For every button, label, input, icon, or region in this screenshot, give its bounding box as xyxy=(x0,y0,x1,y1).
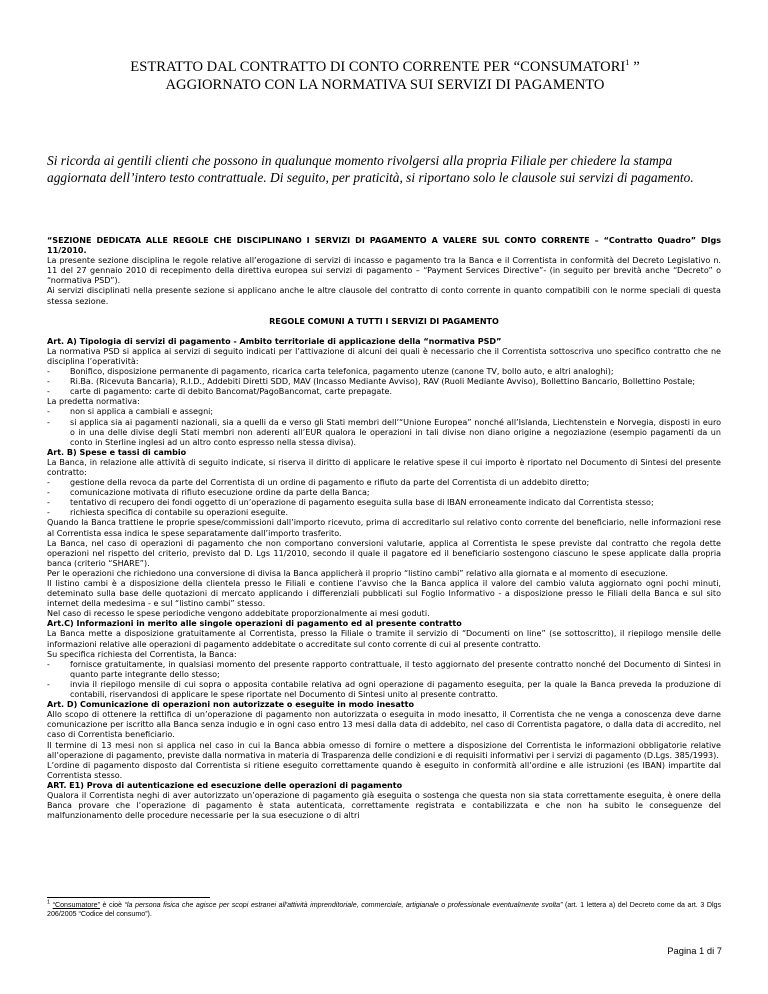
page-number: Pagina 1 di 7 xyxy=(667,945,722,956)
article-paragraph: Qualora il Correntista neghi di aver autorizzato un’operazione di pagamento già eseguita o sostenga che questa non sia stata correttamente eseguita, è onere della Banca provare che l’operazione di pagamento è stata autenticata, correttamente registrata e contabilizzata e che non ha subito le conseguenze del malfunzionamento delle procedure necessarie per la sua esecuzione o di altri xyxy=(47,790,721,821)
list-item: - invia il riepilogo mensile di cui sopra o apposita contabile relativa ad ogni operazione di pagamento eseguita, per la quale la Banca preveda la produzione di contabili, riservandosi di applicare le spese riportate nel Documento di Sintesi unito al presente contratto. xyxy=(47,679,721,700)
article-paragraph: Il termine di 13 mesi non si applica nel caso in cui la Banca abbia omesso di fornire o mettere a disposizione del Correntista le informazioni obbligatorie relative all’operazione di pagamento, previste dalla normativa in materia di Trasparenza delle condizioni e di requisiti informativi per i servizi di pagamento (D.Lgs. 385/1993). xyxy=(47,740,721,760)
title-line-1: ESTRATTO DAL CONTRATTO DI CONTO CORRENTE PER “CONSUMATORI$^1$ ” xyxy=(130,57,640,75)
list-item: - Bonifico, disposizione permanente di pagamento, ricarica carta telefonica, pagamento utenze (canone TV, bollo auto, e altri analoghi); xyxy=(47,367,614,377)
footnote-term: “Consumatore” xyxy=(52,901,100,909)
list-item: - si applica sia ai pagamenti nazionali, sia a quelli da e verso gli Stati membri dell’“Unione Europea” nonché all’Islanda, Liechtenstein e Norvegia, disposti in euro o in una delle divise degli Stati membri non aderenti all’EUR qualora le operazioni in tali divise non diano origine a negoziazione (esempio pagamenti da un conto in Sterline inglesi ad un altro conto espresso nella stessa divisa). xyxy=(47,417,721,447)
article-a-heading: Art. A) Tipologia di servizi di pagamento - Ambito territoriale di applicazione della “normativa PSD” xyxy=(47,336,502,346)
article-e1-heading: ART. E1) Prova di autenticazione ed esecuzione delle operazioni di pagamento xyxy=(47,780,403,790)
document-title xyxy=(90,58,680,94)
list-item: - richiesta specifica di contabile su operazioni eseguite. xyxy=(47,508,289,518)
article-paragraph: Nel caso di recesso le spese periodiche vengono addebitate proporzionalmente ai mesi goduti. xyxy=(47,609,430,619)
list-item: - fornisce gratuitamente, in qualsiasi momento del presente rapporto contrattuale, il testo aggiornato del presente contratto nonché del Documento di Sintesi in quanto parte integrante dello stesso; xyxy=(47,659,721,679)
article-paragraph: La Banca mette a disposizione gratuitamente al Correntista, presso la Filiale o tramite il servizio di “Documenti on line” (se sottoscritto), il riepilogo mensile delle informazioni relative alle operazioni di pagamento addebitate o accreditate sul conto corrente di cui al presente contratto. xyxy=(47,629,721,649)
footnote-reference: 1 xyxy=(625,57,630,68)
article-b-heading: Art. B) Spese e tassi di cambio xyxy=(47,447,187,457)
article-paragraph: Quando la Banca trattiene le proprie spese/commissioni dall’importo ricevuto, prima di accreditarlo sul relativo conto corrente del beneficiario, nelle informazioni rese al Correntista essa indica le spese separatamente dall’importo trasferito. xyxy=(47,518,721,538)
title-line-2: AGGIORNATO CON LA NORMATIVA SUI SERVIZI DI PAGAMENTO xyxy=(165,77,605,93)
list-item: - non si applica a cambiali e assegni; xyxy=(47,407,214,417)
footnote: $^1$ “Consumatore” è cioè “la persona fisica che agisce per scopi estranei all'attività imprenditoriale, commerciale, artigianale o professionale eventualmente svolta” (art. 1 lettera a) del Decreto come da art. 3 Dlgs 206/2005 “Codice del consumo”). xyxy=(47,899,722,918)
list-item: - comunicazione motivata di rifiuto esecuzione ordine da parte della Banca; xyxy=(47,488,370,498)
section-paragraph: Ai servizi disciplinati nella presente sezione si applicano anche le altre clausole del contratto di conto corrente in quanto compatibili con le norme speciali di questa stessa sezione. xyxy=(47,286,721,306)
article-d-heading: Art. D) Comunicazione di operazioni non autorizzate o eseguite in modo inesatto xyxy=(47,700,414,710)
article-paragraph: La normativa PSD si applica ai servizi di seguito indicati per l’attivazione di alcuni dei quali è necessario che il Correntista sottoscriva uno specifico contratto che ne disciplina l’operatività: xyxy=(47,346,721,366)
article-paragraph: La Banca, in relazione alle attività di seguito indicate, si riserva il diritto di applicare le relative spese il cui importo è riportato nel Documento di Sintesi del presente contratto: xyxy=(47,457,721,477)
article-paragraph: Su specifica richiesta del Correntista, la Banca: xyxy=(47,649,237,659)
article-paragraph: Il listino cambi è a disposizione della clientela presso le Filiali e contiene l’avviso che la Banca applica il valore del cambio valuta aggiornato ogni pochi minuti, deteminato sulla base delle quotazioni di mercato applicando i differenziali pubblicati sul Foglio Informativo - a disposizione presso le Filiali della Banca e sul sito internet della medesima - e sul “listino cambi” stesso. xyxy=(47,579,721,609)
article-paragraph: La Banca, nel caso di operazioni di pagamento che non comportano conversioni valutarie, applica al Correntista le spese previste dal contratto che regola dette operazioni nel rispetto del criterio, previsto dal D. Lgs 11/2010, secondo il quale il pagatore ed il beneficiario sostengono ciascuno le spese applicate dalla propria banca (criterio “SHARE”). xyxy=(47,538,721,568)
common-rules-heading: REGOLE COMUNI A TUTTI I SERVIZI DI PAGAMENTO xyxy=(269,316,499,326)
article-paragraph: La predetta normativa: xyxy=(47,397,140,407)
article-paragraph: Allo scopo di ottenere la rettifica di un’operazione di pagamento non autorizzata o eseguita in modo inesatto, il Correntista che ne venga a conoscenza deve darne comunicazione per iscritto alla Banca senza indugio e in ogni caso entro 13 mesi dalla data di addebito, nel caso di Correntista pagatore, o dalla data di accredito, nel caso di Correntista beneficiario. xyxy=(47,710,721,740)
list-item: - gestione della revoca da parte del Correntista di un ordine di pagamento e rifiuto da parte del Correntista di un addebito diretto; xyxy=(47,478,590,488)
section-heading: “SEZIONE DEDICATA ALLE REGOLE CHE DISCIPLINANO I SERVIZI DI PAGAMENTO A VALERE SUL CONTO CORRENTE – “Contratto Quadro” Dlgs 11/2010. xyxy=(47,236,721,256)
list-item: - Ri.Ba. (Ricevuta Bancaria), R.I.D., Addebiti Diretti SDD, MAV (Incasso Mediante Avviso), RAV (Ruoli Mediante Avviso), Bollettino Bancario, Bollettino Postale; xyxy=(47,377,696,387)
section-paragraph: La presente sezione disciplina le regole relative all’erogazione di servizi di incasso e pagamento tra la Banca e il Correntista in conformità del Decreto Legislativo n. 11 del 27 gennaio 2010 di recepimento della direttiva europea sui servizi di pagamento – “Payment Services Directive”- (in seguito per brevità anche “Decreto” o “normativa PSD”). xyxy=(47,256,721,286)
list-item: - carte di pagamento: carte di debito Bancomat/PagoBancomat, carte prepagate. xyxy=(47,387,392,397)
list-item: - tentativo di recupero dei fondi oggetto di un’operazione di pagamento eseguita sulla base di IBAN erroneamente indicato dal Correntista stesso; xyxy=(47,498,654,508)
footnote-divider xyxy=(47,897,210,898)
article-paragraph: Per le operazioni che richiedono una conversione di divisa la Banca applicherà il proprio “listino cambi” relativo alla giornata e al momento di esecuzione. xyxy=(47,568,668,578)
article-c-heading: Art.C) Informazioni in merito alle singole operazioni di pagamento ed al presente contratto xyxy=(47,619,462,629)
article-paragraph: L’ordine di pagamento disposto dal Correntista si ritiene eseguito correttamente quando è eseguito in conformità all’ordine e alle istruzioni (es IBAN) impartite dal Correntista stesso. xyxy=(47,760,721,780)
contract-body xyxy=(47,236,721,821)
intro-paragraph: Si ricorda ai gentili clienti che possono in qualunque momento rivolgersi alla propria Filiale per chiedere la stampa aggiornata dell’intero testo contrattuale. Di seguito, per praticità, si riportano solo le clausole sui servizi di pagamento. xyxy=(47,153,694,185)
